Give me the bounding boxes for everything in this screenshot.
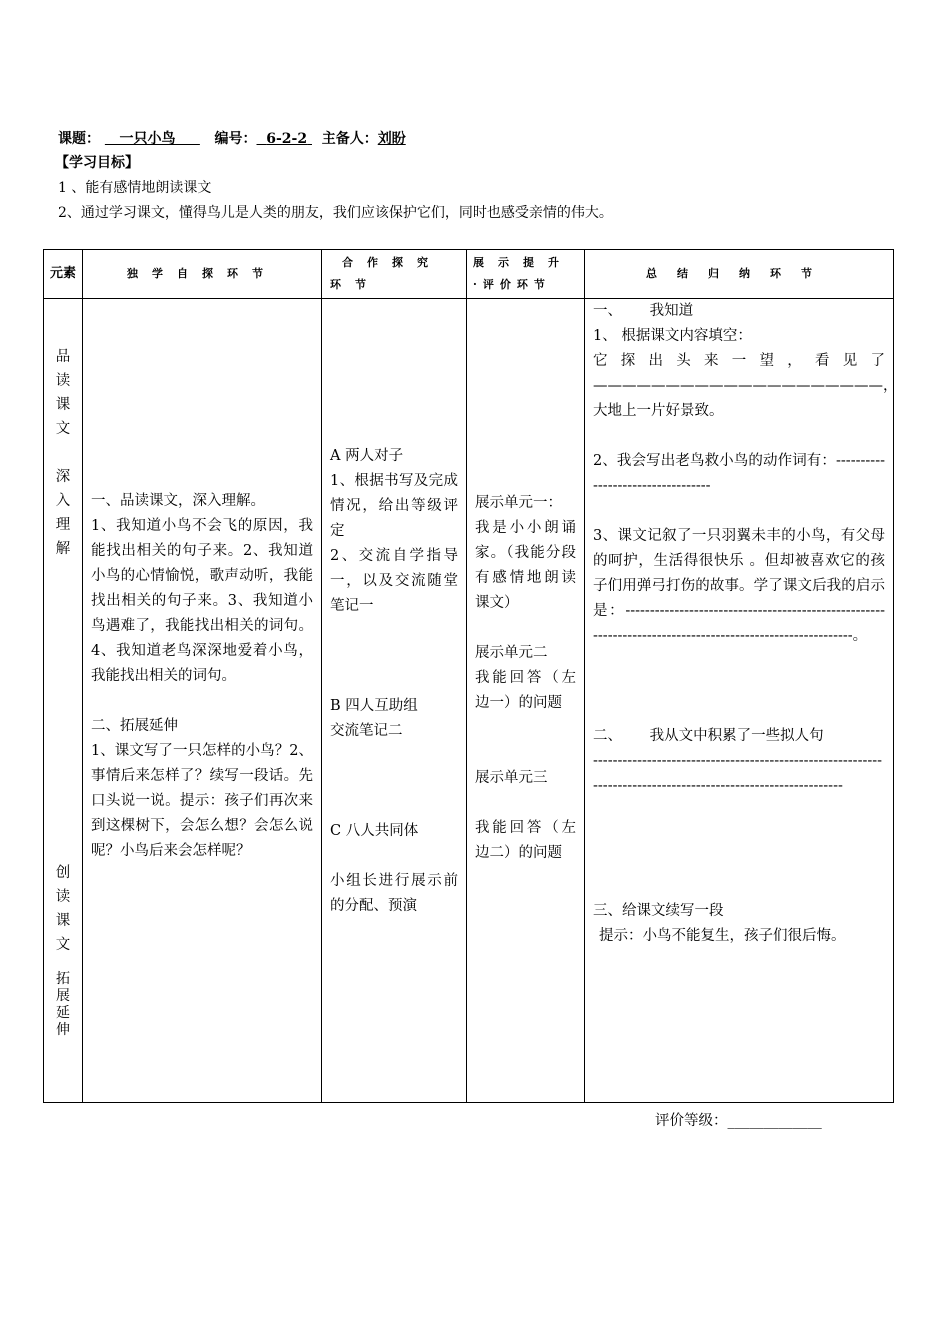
goal-item-2: 2、通过学习课文，懂得鸟儿是人类的朋友，我们应该保护它们，同时也感受亲情的伟大。 <box>58 205 613 221</box>
lesson-table <box>43 249 898 1103</box>
summary-p2-title: 二、 我从文中积累了一些拟人句 <box>593 728 824 744</box>
summary-p2-lines: -------------------------------------------------------------------------------------------------------------- <box>593 753 883 794</box>
element-label-3: 拓 展 延 伸 <box>56 971 70 1038</box>
display-u3-title: 展示单元三 <box>475 770 548 786</box>
display-column <box>467 299 585 1103</box>
self-study-column <box>83 299 322 1103</box>
number-value: 6-2-2 <box>266 131 308 147</box>
topic-value: 一只小鸟 <box>119 131 176 147</box>
rating-label: 评价等级： <box>655 1113 728 1129</box>
header-element: 元素 <box>44 250 83 299</box>
self-study-s1-title: 一、品读课文，深入理解。 <box>91 493 265 509</box>
number-label: 编号： <box>214 131 257 147</box>
header-display-line1: 展示提升 <box>473 256 573 269</box>
element-label-2: 创 读 课 文 <box>55 865 71 953</box>
summary-column <box>585 299 898 1103</box>
table-body-row <box>44 299 894 1103</box>
self-study-content <box>83 489 321 864</box>
preparer-value: 刘盼 <box>377 131 406 147</box>
summary-p1-q1-body: 它探出头来一望，看见了————————————————————，大地上一片好景致。 <box>593 353 898 419</box>
cooperate-column <box>322 299 467 1103</box>
coop-c-title: C 八人共同体 <box>330 823 419 839</box>
display-u2-body: 我能回答（左边一）的问题 <box>475 670 576 711</box>
preparer-label: 主备人： <box>321 131 378 147</box>
header-cooperate <box>322 250 467 299</box>
element-label-1: 品 读 课 文 深 入 理 解 <box>55 349 71 557</box>
coop-a-body: 1、根据书写及完成情况，给出等级评定 2、交流自学指导一，以及交流随堂笔记一 <box>330 473 458 614</box>
summary-p1-q1: 1、 根据课文内容填空： <box>593 328 752 344</box>
header-cooperate-line1: 合作探究 <box>342 256 442 269</box>
lesson-header <box>58 128 406 148</box>
header-display-line2: ·评价环节 <box>473 278 551 291</box>
summary-p1-q2: 2、我会写出老鸟救小鸟的动作词有：---------------------------------- <box>593 453 885 494</box>
summary-p1-q3: 3、课文记叙了一只羽翼未丰的小鸟，有父母的呵护，生活得很快乐 。但却被喜欢它的孩子们用弹弓打伤的故事。学了课文后我的启示是：----------------------------------------------------------------------------------------------------------。 <box>593 528 885 644</box>
topic-label: 课题： <box>58 131 100 147</box>
coop-b-body: 交流笔记二 <box>330 723 403 739</box>
summary-p3-hint: 提示：小鸟不能复生，孩子们很后悔。 <box>599 928 846 944</box>
display-u1-title: 展示单元一： <box>475 495 562 511</box>
element-column <box>44 299 83 1103</box>
goals-title: 【学习目标】 <box>55 155 139 171</box>
summary-p3-title: 三、给课文续写一段 <box>593 903 724 919</box>
cooperate-content <box>322 444 466 919</box>
display-u1-body: 我是小小朗诵家。（我能分段有感情地朗读课文） <box>475 520 576 611</box>
header-cooperate-line2: 环节 <box>330 278 380 291</box>
coop-c-body: 小组长进行展示前的分配、预演 <box>330 873 458 914</box>
table-header-row <box>44 250 894 299</box>
goal-item-1: 1 、能有感情地朗读课文 <box>58 180 212 196</box>
summary-p1-title: 一、 我知道 <box>593 303 694 319</box>
summary-content <box>585 299 898 949</box>
coop-a-title: A 两人对子 <box>330 448 404 464</box>
coop-b-title: B 四人互助组 <box>330 698 418 714</box>
self-study-s1-body: 1、我知道小鸟不会飞的原因，我能找出相关的句子来。2、我知道小鸟的心情愉悦，歌声动听，我能找出相关的句子来。3、我知道小鸟遇难了，我能找出相关的词句。4、我知道老鸟深深地爱着小鸟，我能找出相关的词句。 <box>91 518 313 684</box>
rating-blank[interactable]: _____________ <box>727 1113 822 1129</box>
header-display <box>467 250 585 299</box>
display-content <box>467 491 584 866</box>
header-summary: 总结归纳环节 <box>585 250 894 299</box>
display-u3-body: 我能回答（左边二）的问题 <box>475 820 576 861</box>
self-study-s2-title: 二、拓展延伸 <box>91 718 178 734</box>
header-self-study: 独学自探环节 <box>83 250 322 299</box>
self-study-s2-body: 1、课文写了一只怎样的小鸟？2、事情后来怎样了？续写一段话。先口头说一说。提示：孩子们再次来到这棵树下，会怎么想？会怎么说呢？小鸟后来会怎样呢？ <box>91 743 313 859</box>
rating-line <box>655 1109 822 1130</box>
display-u2-title: 展示单元二 <box>475 645 548 661</box>
